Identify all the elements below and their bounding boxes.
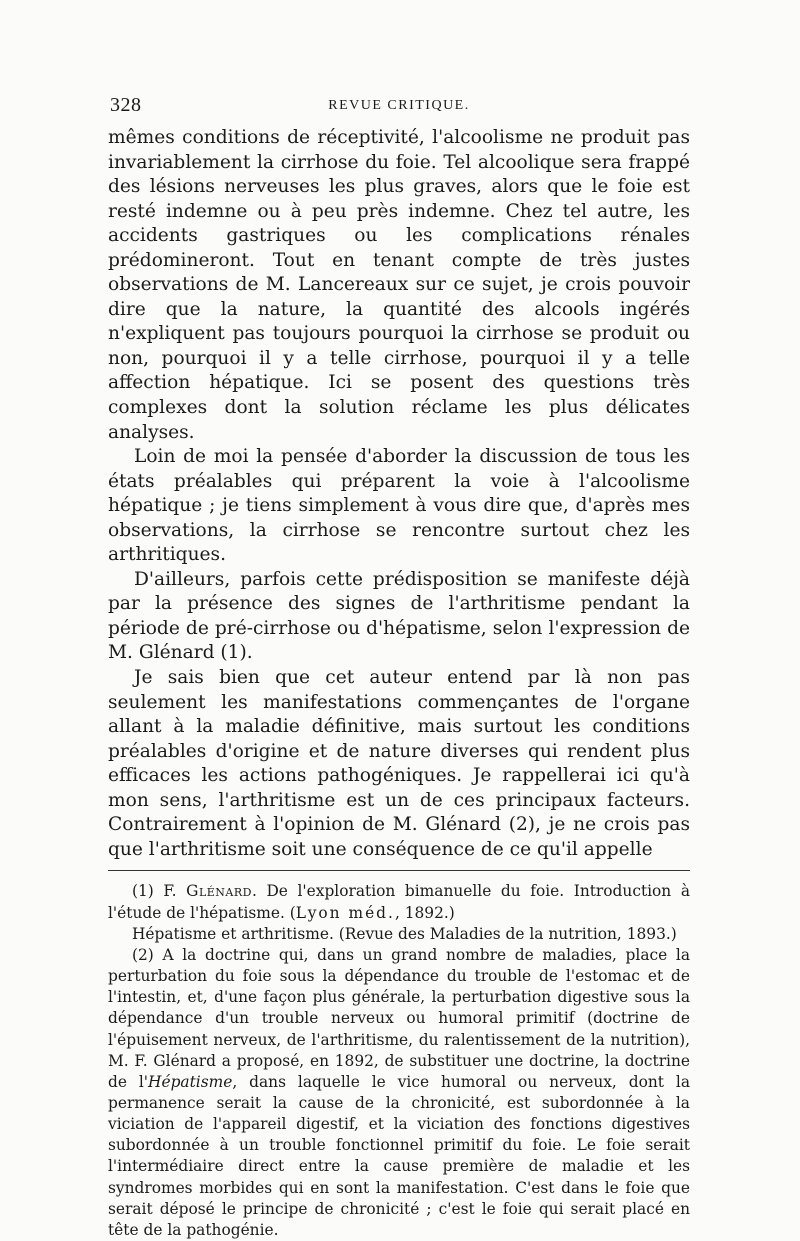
paragraph-3: D'ailleurs, parfois cette prédisposition se manifeste déjà par la présence des signes de l'arthritisme pendant la période de pré-cirrhose ou d'hépatisme, selon l'expression de M. Glénard (1). <box>108 568 690 664</box>
page-number: 328 <box>110 94 142 116</box>
footnote-2-text-b: , dans laquelle le vice humoral ou nerveux, dont la permanence serait la cause de la chronicité, est subordonnée à la viciation de l'appareil digestif, et la viciation des fonctions digestives subordonnée à un trouble fonctionnel primitif du foie. Le foie serait l'intermédiaire direct entre la cause première de maladie et les syndromes morbides qui en sont la manifestation. C'est dans le foie que serait déposé le principe de chronicité ; c'est le foie qui serait placé en tête de la pathogénie. <box>108 1072 690 1239</box>
footnote-2-italic: Hépatisme <box>148 1072 233 1091</box>
footnote-1 <box>108 881 690 923</box>
page <box>108 94 690 1241</box>
paragraph-1: mêmes conditions de réceptivité, l'alcoolisme ne produit pas invariablement la cirrhose du foie. Tel alcoolique sera frappé des lésions nerveuses les plus graves, alors que le foie est resté indemne ou à peu près indemne. Chez tel autre, les accidents gastriques ou les complications rénales prédomineront. Tout en tenant compte de très justes observations de M. Lancereaux sur ce sujet, je crois pouvoir dire que la nature, la quantité des alcools ingérés n'expliquent pas toujours pourquoi la cirrhose se produit ou non, pourquoi il y a telle cirrhose, pourquoi il y a telle affection hépatique. Ici se posent des questions très complexes dont la solution réclame les plus délicates analyses. <box>108 127 690 443</box>
body-text <box>108 126 690 862</box>
footnote-1-text-b: , 1892.) <box>394 903 455 922</box>
footnote-rule <box>108 870 690 871</box>
footnotes <box>108 881 690 1241</box>
page-header <box>108 94 690 122</box>
paragraph-2: Loin de moi la pensée d'aborder la discussion de tous les états préalables qui préparent la voie à l'alcoolisme hépatique ; je tiens simplement à vous dire que, d'après mes observations, la cirrhose se rencontre surtout chez les arthritiques. <box>108 446 690 566</box>
footnote-1-author: Glénard <box>186 882 252 901</box>
footnote-2-text-a: (2) A la doctrine qui, dans un grand nombre de maladies, place la perturbation du foie sous la dépendance du trouble de l'estomac et de l'intestin, et, d'une façon plus générale, la perturbation digestive sous la dépendance d'un trouble nerveux ou humoral primitif (doctrine de l'épuisement nerveux, de l'arthritisme, du ralentissement de la nutrition), M. F. Glénard a proposé, en 1892, de substituer une doctrine, la doctrine de l' <box>108 945 690 1091</box>
footnote-1-line-2: Hépatisme et arthritisme. (Revue des Maladies de la nutrition, 1893.) <box>132 924 677 943</box>
footnote-1-text-a: . De l'exploration bimanuelle du foie. Introduction à l'étude de l'hépatisme. ( <box>108 882 690 922</box>
footnote-1-mark: (1) F. <box>132 882 177 901</box>
footnote-1-source: Lyon méd. <box>295 903 395 922</box>
paragraph-4: Je sais bien que cet auteur entend par là non pas seulement les manifestations commençantes de l'organe allant à la maladie définitive, mais surtout les conditions préalables d'origine et de nature diverses qui rendent plus efficaces les actions pathogéniques. Je rappellerai ici qu'à mon sens, l'arthritisme est un de ces principaux facteurs. Contrairement à l'opinion de M. Glénard (2), je ne crois pas que l'arthritisme soit une conséquence de ce qu'il appelle <box>108 667 690 860</box>
running-title: REVUE CRITIQUE. <box>328 98 470 113</box>
footnote-2 <box>108 945 690 1241</box>
